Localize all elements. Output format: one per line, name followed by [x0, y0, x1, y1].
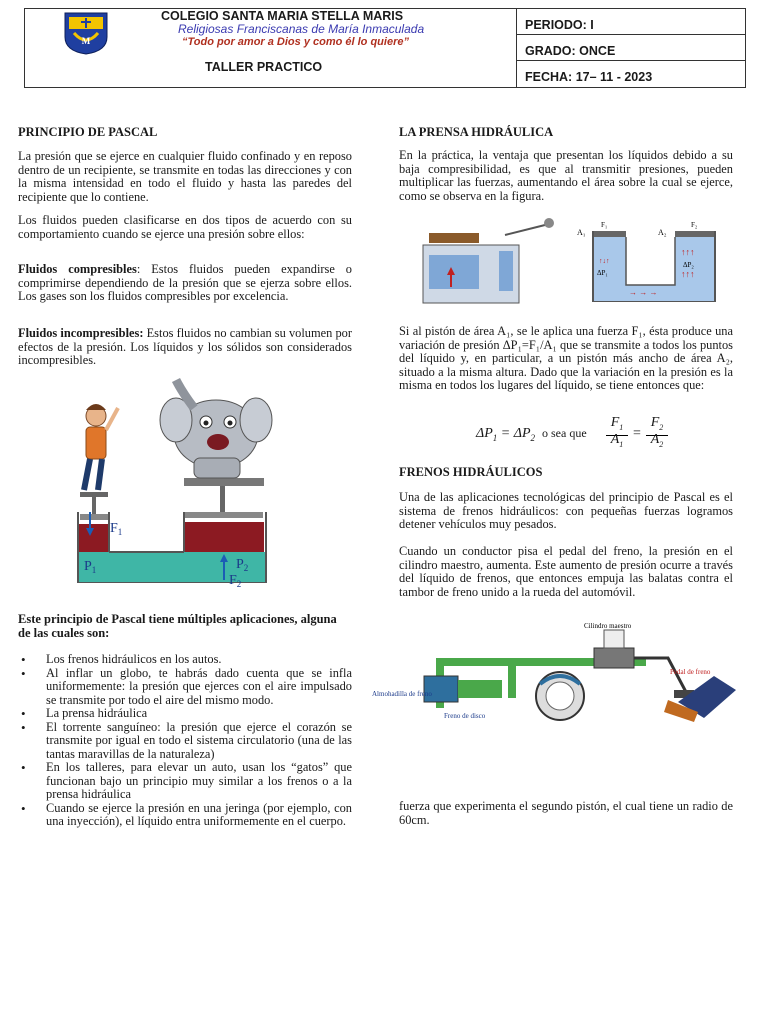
list-item: • Cuando se ejerce la presión en una jeringa (por ejemplo, con una inyección), el líquido entra uniformemente en el cuerpo.	[18, 802, 352, 829]
area1-label: A₁	[577, 228, 586, 237]
brakes-title: FRENOS HIDRÁULICOS	[399, 465, 543, 479]
hydraulic-press-figure	[415, 215, 731, 311]
pascal-title: PRINCIPIO DE PASCAL	[18, 125, 158, 139]
compressible-fluids-paragraph	[18, 263, 352, 304]
force1-sub: 1	[117, 527, 123, 537]
applications-list	[18, 653, 352, 829]
formula-connector: o sea que	[542, 426, 587, 440]
pressure-explanation: Si al pistón de área A₁, se le aplica una fuerza F₁, ésta produce una variación de presión ΔP₁=F₁/A₁ que se transmite a todos los puntos del líquido y, en particular, a un pistón más ancho de área A₂, situado a la misma altura. Dado que la variación en la presión es la misma en todos los lugares del líquido, se tiene entonces que:	[399, 324, 733, 392]
svg-text:↑↑↑: ↑↑↑	[681, 247, 695, 257]
school-motto: “Todo por amor a Dios y como él lo quiere”	[182, 36, 409, 48]
svg-text:↑↓↑: ↑↓↑	[599, 258, 610, 265]
list-item: • Al inflar un globo, te habrás dado cuenta que se infla uniformemente: la presión que ejerces con el aire impulsado se transmite por todo el aire del mismo modo.	[18, 667, 352, 708]
list-item: • La prensa hidráulica	[18, 707, 352, 721]
hydraulic-press-intro: En la práctica, la ventaja que presentan los líquidos debido a su baja compresibilidad, es que al transmitir presiones, pueden multiplicar las fuerzas, aumentando el área sobre la cual se ejerce, como se observa en la figura.	[399, 148, 733, 203]
header-info-cell	[517, 9, 745, 87]
header-school-cell	[25, 9, 517, 87]
force2-sub: 2	[236, 579, 242, 589]
brakes-explanation: Cuando un conductor pisa el pedal del freno, la presión en el cilindro maestro, aumenta. Este aumento de presión ocurre a través del líquido de frenos, que entonces empuja las balatas contra el tambor de freno unido a la rueda del automóvil.	[399, 544, 733, 599]
dp2-label: ΔP₂	[683, 261, 694, 269]
second-piston-fragment: fuerza que experimenta el segundo pistón, el cual tiene un radio de 60cm.	[399, 799, 733, 827]
brake-pad-label: Almohadilla de freno	[372, 690, 432, 698]
pascal-elephant-figure	[64, 372, 274, 600]
pascal-formula: $\Delta P_1 = \Delta P_2$ o sea que $F_1$ $A_1$ = $F_2$ $A_2$	[476, 416, 676, 452]
periodo-field: PERIODO: I	[517, 9, 745, 35]
applications-heading: Este principio de Pascal tiene múltiples aplicaciones, alguna de las cuales son:	[18, 612, 337, 640]
dp1-label: ΔP₁	[597, 269, 608, 277]
grado-field: GRADO: ONCE	[517, 35, 745, 61]
compressible-text: : Estos fluidos pueden expandirse o comprimirse dependiendo de la presión que se ejerza sobre ellos. Los gases son los fluidos compresibles por excelencia.	[18, 262, 352, 303]
document-type: TALLER PRACTICO	[205, 60, 323, 74]
incompressible-text: Estos fluidos no cambian su volumen por efectos de la presión. Los líquidos y los sólidos son considerados incompresibles.	[18, 326, 352, 367]
religious-order: Religiosas Franciscanas de María Inmaculada	[178, 22, 425, 36]
brakes-intro: Una de las aplicaciones tecnológicas del principio de Pascal es el sistema de frenos hidráulicos: con pequeñas fuerzas logramos detener vehículos muy pesados.	[399, 490, 733, 531]
force2-label: F	[229, 573, 237, 588]
force2-press-label: F₂	[691, 221, 698, 229]
list-item: • En los talleres, para elevar un auto, usan los “gatos” que funcionan bajo un principio muy similar a los frenos o a la prensa hidráulica	[18, 761, 352, 802]
hydraulic-press-title: LA PRENSA HIDRÁULICA	[399, 125, 554, 139]
disc-brake-label: Freno de disco	[444, 712, 486, 720]
fecha-field: FECHA: 17– 11 - 2023	[525, 70, 653, 84]
svg-text:↑↑↑: ↑↑↑	[681, 269, 695, 279]
pressure2-label: P	[236, 557, 244, 572]
school-name: COLEGIO SANTA MARIA STELLA MARIS	[161, 9, 404, 23]
svg-text:→ → →: → → →	[629, 288, 658, 297]
force1-press-label: F₁	[601, 221, 608, 229]
compressible-label: Fluidos compresibles	[18, 262, 137, 276]
school-logo	[59, 11, 113, 55]
pressure1-label: P	[84, 559, 92, 574]
pressure1-sub: 1	[91, 565, 97, 575]
fluid-types-intro: Los fluidos pueden clasificarse en dos tipos de acuerdo con su comportamiento cuando se ejerce una presión sobre ellos:	[18, 213, 352, 241]
incompressible-label: Fluidos incompresibles:	[18, 326, 144, 340]
list-item: • El torrente sanguíneo: la presión que ejerce el corazón se transmite por igual en todo el sistema circulatorio (una de las tantas maravillas de la naturaleza)	[18, 721, 352, 762]
master-cylinder-label: Cilindro maestro	[584, 622, 632, 630]
svg-text:M: M	[81, 36, 91, 46]
area2-label: A₂	[658, 228, 667, 237]
incompressible-fluids-paragraph	[18, 327, 352, 368]
brake-system-figure	[368, 620, 738, 730]
force1-label: F	[110, 521, 118, 536]
pressure2-sub: 2	[243, 563, 249, 573]
pascal-definition: La presión que se ejerce en cualquier fluido confinado y en reposo dentro de un recipiente, se transmite en todas las direcciones y con la misma intensidad en todo el fluido y hasta las paredes del recipiente que lo contiene.	[18, 149, 352, 204]
list-item: • Los frenos hidráulicos en los autos.	[18, 653, 352, 667]
header-table	[24, 8, 746, 88]
brake-pedal-label: Pedal de freno	[670, 668, 711, 676]
